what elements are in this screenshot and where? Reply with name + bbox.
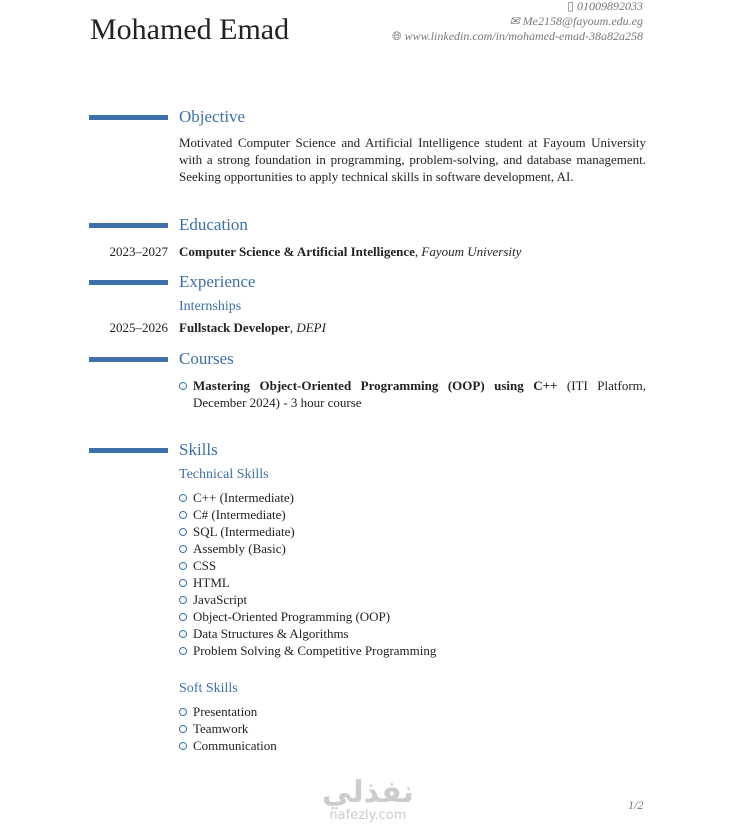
bullet-icon [179,579,187,587]
watermark-text: nafezly.com [329,808,407,823]
email-text[interactable]: Me2158@fayoum.edu.eg [522,14,643,28]
list-item [179,608,646,625]
list-item [179,737,646,754]
section-bar [89,115,168,120]
bullet-icon [179,494,187,502]
section-title-objective: Objective [179,107,246,126]
skill-label: Teamwork [193,721,249,736]
list-item [179,377,646,411]
soft-skills-title: Soft Skills [179,681,238,696]
soft-skills-list [179,703,646,754]
list-item [179,574,646,591]
skill-label: Problem Solving & Competitive Programming [193,643,437,658]
list-item [179,540,646,557]
section-bar [89,223,168,228]
courses-list [179,377,646,411]
section-bar [89,357,168,362]
organization: DEPI [296,320,326,335]
bullet-icon [179,562,187,570]
watermark-logo [322,775,414,823]
watermark-arabic: نفذلي [322,775,414,810]
list-item [179,523,646,540]
bullet-icon [179,708,187,716]
bullet-icon [179,630,187,638]
page-number: 1/2 [628,798,644,812]
globe-icon: 🌐︎ [391,29,402,43]
course-name: Mastering Object-Oriented Programming (OOP) using C++ [193,378,558,393]
section-title-education: Education [179,215,248,234]
bullet-icon [179,545,187,553]
education-entry [179,243,521,260]
skill-label: JavaScript [193,592,248,607]
envelope-icon: ✉ [509,14,520,28]
skill-label: Communication [193,738,277,753]
degree: Computer Science & Artificial Intelligence [179,244,415,259]
list-item [179,720,646,737]
list-item [179,489,646,506]
skill-label: Assembly (Basic) [193,541,286,556]
list-item [179,591,646,608]
bullet-icon [179,528,187,536]
candidate-name: Mohamed Emad [90,13,290,46]
skill-label: HTML [193,575,230,590]
linkedin[interactable] [392,28,643,44]
list-item [179,642,646,659]
separator: , [289,320,297,335]
skill-label: Data Structures & Algorithms [193,626,349,641]
objective-text: Motivated Computer Science and Artificial Intelligence student at Fayoum University with a strong foundation in programming, problem-solving, and database management. Seeking opportunities to apply technical skills in software development, AI. [179,135,646,184]
role: Fullstack Developer [179,320,290,335]
list-item [179,625,646,642]
bullet-icon [179,382,187,390]
section-bar [89,280,168,285]
linkedin-link[interactable]: www.linkedin.com/in/mohamed-emad-38a82a258 [404,29,643,43]
experience-subtitle: Internships [179,299,242,314]
technical-skills-list [179,489,646,659]
skill-label: C# (Intermediate) [193,507,286,522]
school: Fayoum University [421,244,522,259]
skill-label: Object-Oriented Programming (OOP) [193,609,391,624]
section-title-experience: Experience [179,272,256,291]
bullet-icon [179,511,187,519]
experience-entry [179,319,326,336]
bullet-icon [179,596,187,604]
phone [567,0,643,14]
phone-icon: ▯ [567,0,574,13]
skill-label: C++ (Intermediate) [193,490,294,505]
technical-skills-title: Technical Skills [179,467,269,482]
skill-label: CSS [193,558,217,573]
skill-label: SQL (Intermediate) [193,524,295,539]
education-date: 2023–2027 [109,244,168,259]
experience-date: 2025–2026 [109,320,168,335]
list-item [179,506,646,523]
section-bar [89,448,168,453]
email[interactable] [510,13,643,29]
bullet-icon [179,613,187,621]
bullet-icon [179,742,187,750]
bullet-icon [179,725,187,733]
course-details: (ITI Platform, December 2024) - 3 hour course [193,378,647,410]
skill-label: Presentation [193,704,258,719]
list-item [179,703,646,720]
section-title-courses: Courses [179,349,234,368]
separator: , [414,244,422,259]
bullet-icon [179,647,187,655]
section-title-skills: Skills [179,440,218,459]
phone-text: 01009892033 [577,0,643,13]
list-item [179,557,646,574]
